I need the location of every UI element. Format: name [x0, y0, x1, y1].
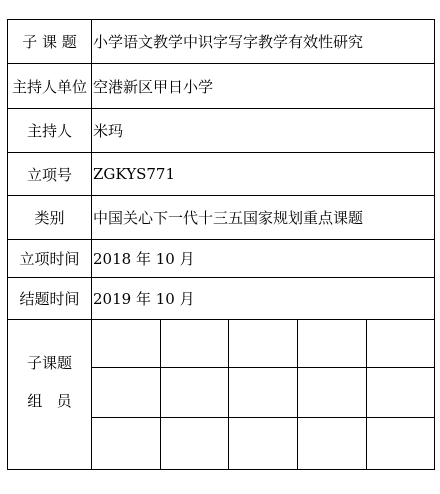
- grid-col-divider: [160, 319, 161, 470]
- host-unit-label: 主持人单位: [11, 77, 87, 96]
- border-bottom: [7, 469, 435, 470]
- category-value: 中国关心下一代十三五国家规划重点课题: [93, 209, 364, 227]
- grid-row-divider: [91, 367, 435, 368]
- grid-row-divider: [91, 417, 435, 418]
- grid-col-divider: [297, 319, 298, 470]
- subtopic-label: 子 课 题: [22, 33, 77, 51]
- row-divider: [7, 319, 435, 320]
- grid-col-divider: [228, 319, 229, 470]
- border-right: [434, 19, 435, 470]
- members-label-line1: 子课题: [26, 353, 72, 372]
- host-value: 米玛: [93, 122, 124, 140]
- completion-date-label: 结题时间: [19, 290, 80, 308]
- approval-date-label: 立项时间: [19, 250, 80, 268]
- host-label: 主持人: [26, 122, 72, 140]
- subtopic-value: 小学语文教学中识字写字教学有效性研究: [93, 33, 364, 51]
- project-number-label: 立项号: [26, 165, 72, 184]
- project-number-value: ZGKYS771: [93, 165, 176, 183]
- members-label-line2: 组 员: [27, 391, 72, 410]
- grid-col-divider: [366, 319, 367, 470]
- category-label: 类别: [34, 209, 65, 227]
- approval-date-value: 2018 年 10 月: [93, 250, 195, 268]
- completion-date-value: 2019 年 10 月: [93, 290, 195, 308]
- host-unit-value: 空港新区甲日小学: [93, 77, 214, 96]
- project-info-form: [7, 19, 435, 470]
